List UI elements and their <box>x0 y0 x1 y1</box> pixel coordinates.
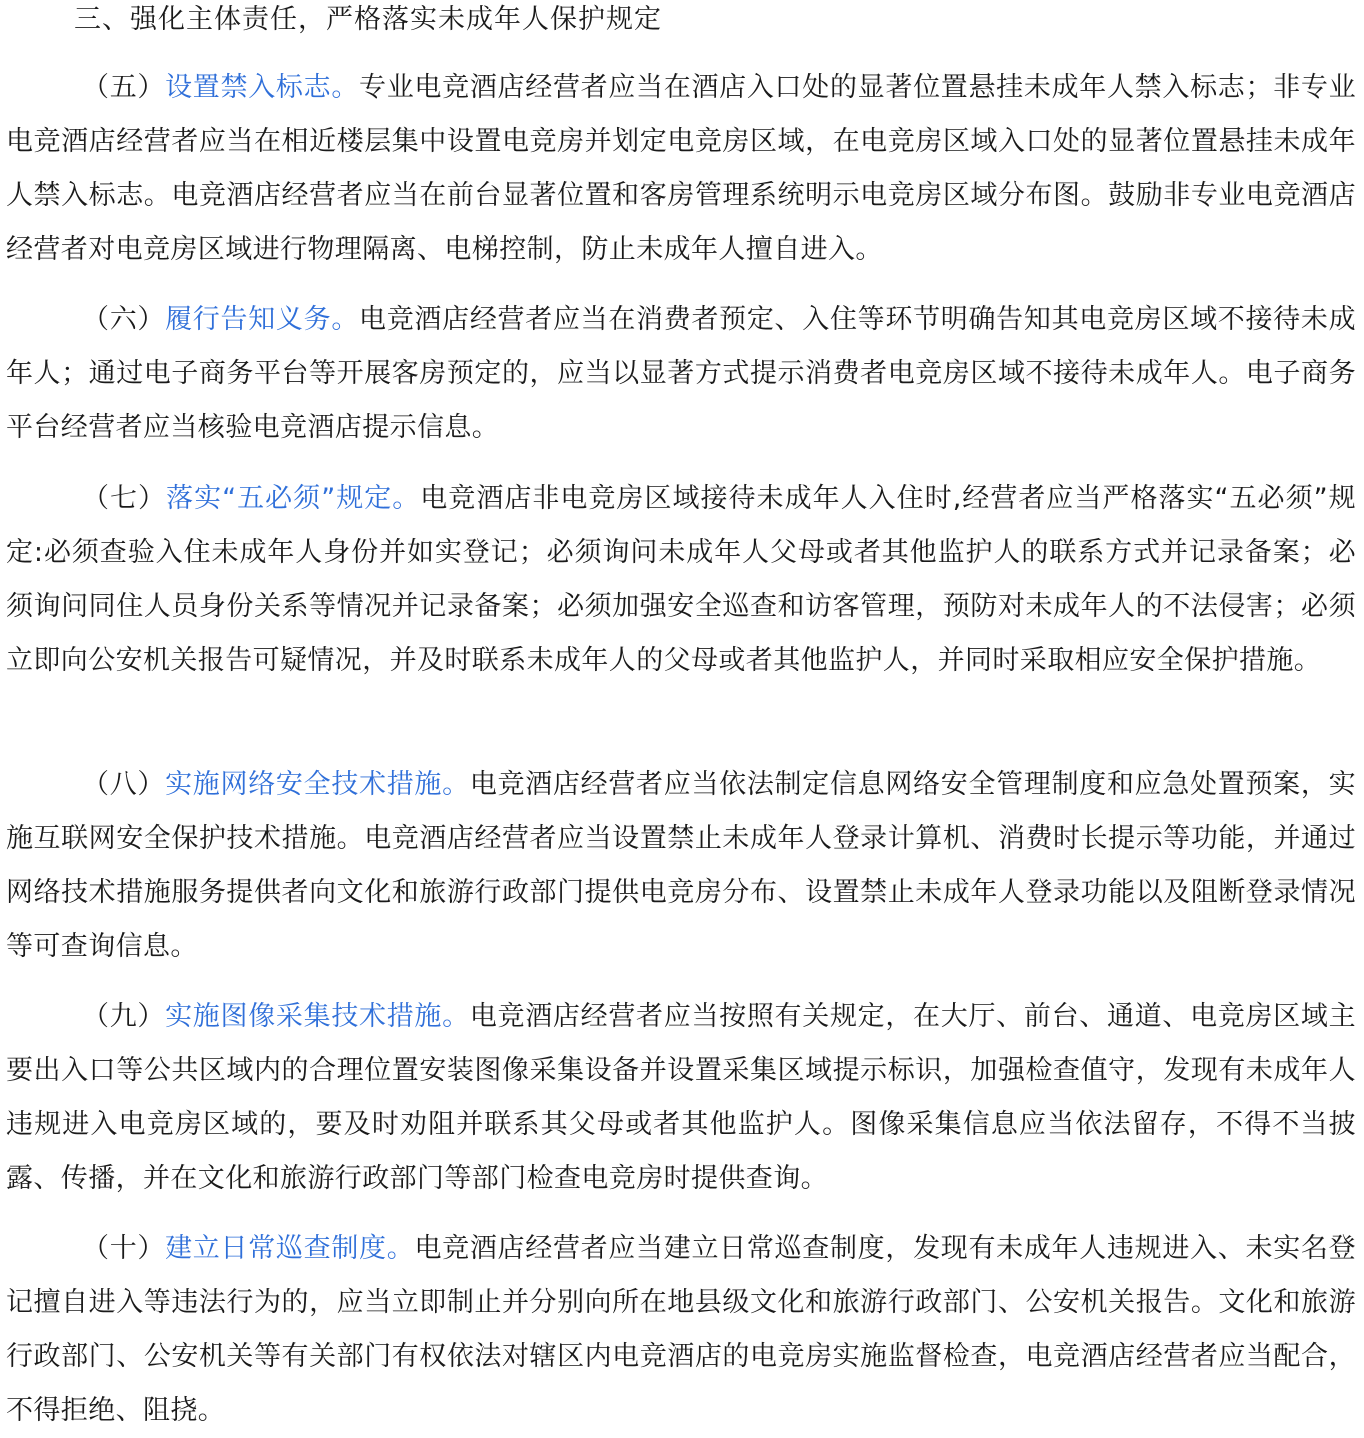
paragraph-heading: 实施网络安全技术措施。 <box>165 769 470 800</box>
paragraph-heading: 建立日常巡查制度。 <box>165 1233 415 1264</box>
paragraph-heading: 设置禁入标志。 <box>165 72 360 103</box>
paragraph-number: （十） <box>82 1233 166 1264</box>
paragraph-text: 电竞酒店经营者应当建立日常巡查制度，发现有未成年人违规进入、未实名登记擅自进入等违法行为的，应当立即制止并分别向所在地县级文化和旅游行政部门、公安机关报告。文化和旅游行政部门、公安机关等有关部门有权依法对辖区内电竞酒店的电竞房实施监督检查，电竞酒店经营者应当配合，不得拒绝、阻挠。 <box>6 1233 1356 1426</box>
paragraph-number: （九） <box>82 1001 166 1032</box>
paragraph-text: 电竞酒店经营者应当在消费者预定、入住等环节明确告知其电竞房区域不接待未成年人；通过电子商务平台等开展客房预定的，应当以显著方式提示消费者电竞房区域不接待未成年人。电子商务平台经营者应当核验电竞酒店提示信息。 <box>6 304 1356 443</box>
paragraph-9 <box>6 990 1356 1206</box>
paragraph-number: （八） <box>82 769 166 800</box>
paragraph-heading: 履行告知义务。 <box>165 304 360 335</box>
paragraph-5 <box>6 61 1356 277</box>
paragraph-number: （七） <box>82 483 167 514</box>
paragraph-8 <box>6 758 1356 974</box>
paragraph-heading: 落实“五必须”规定。 <box>166 483 421 514</box>
section-title: 三、强化主体责任，严格落实未成年人保护规定 <box>74 4 662 35</box>
paragraph-10 <box>6 1222 1356 1438</box>
paragraph-6 <box>6 293 1356 455</box>
paragraph-number: （六） <box>82 304 166 335</box>
paragraph-number: （五） <box>82 72 166 103</box>
paragraph-text: 电竞酒店经营者应当按照有关规定，在大厅、前台、通道、电竞房区域主要出入口等公共区域内的合理位置安装图像采集设备并设置采集区域提示标识，加强检查值守，发现有未成年人违规进入电竞房区域的，要及时劝阻并联系其父母或者其他监护人。图像采集信息应当依法留存，不得不当披露、传播，并在文化和旅游行政部门等部门检查电竞房时提供查询。 <box>6 1001 1356 1194</box>
paragraph-text: 专业电竞酒店经营者应当在酒店入口处的显著位置悬挂未成年人禁入标志；非专业电竞酒店经营者应当在相近楼层集中设置电竞房并划定电竞房区域，在电竞房区域入口处的显著位置悬挂未成年人禁入标志。电竞酒店经营者应当在前台显著位置和客房管理系统明示电竞房区域分布图。鼓励非专业电竞酒店经营者对电竞房区域进行物理隔离、电梯控制，防止未成年人擅自进入。 <box>6 72 1356 265</box>
paragraph-heading: 实施图像采集技术措施。 <box>165 1001 470 1032</box>
paragraph-text: 电竞酒店经营者应当依法制定信息网络安全管理制度和应急处置预案，实施互联网安全保护技术措施。电竞酒店经营者应当设置禁止未成年人登录计算机、消费时长提示等功能，并通过网络技术措施服务提供者向文化和旅游行政部门提供电竞房分布、设置禁止未成年人登录功能以及阻断登录情况等可查询信息。 <box>6 769 1356 962</box>
paragraph-7 <box>6 472 1356 688</box>
paragraph-text: 电竞酒店非电竞房区域接待未成年人入住时,经营者应当严格落实“五必须”规定:必须查验入住未成年人身份并如实登记；必须询问未成年人父母或者其他监护人的联系方式并记录备案；必须询问同住人员身份关系等情况并记录备案；必须加强安全巡查和访客管理，预防对未成年人的不法侵害；必须立即向公安机关报告可疑情况，并及时联系未成年人的父母或者其他监护人，并同时采取相应安全保护措施。 <box>6 483 1356 676</box>
